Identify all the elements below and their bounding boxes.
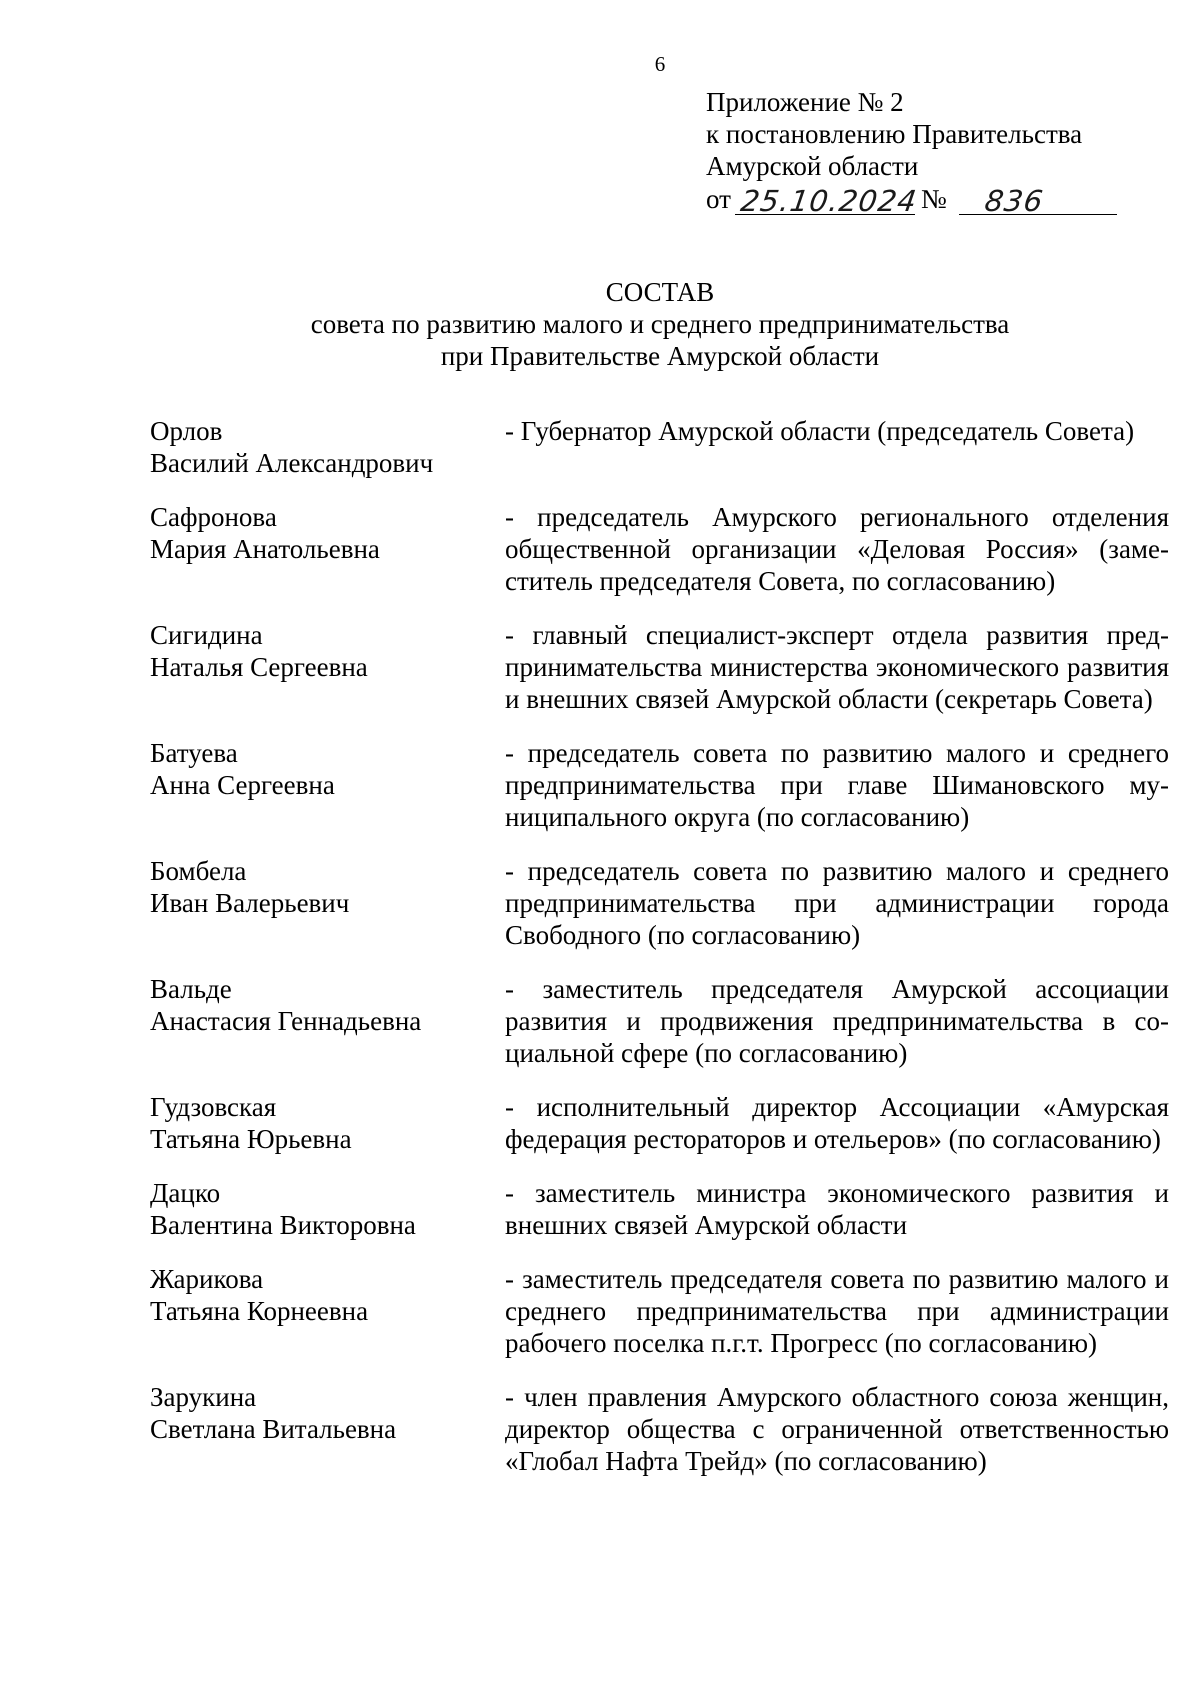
handwritten-date: 25.10.2024	[738, 184, 920, 218]
annex-resolution-ref: к постановлению Правительства	[706, 119, 1083, 149]
member-given-names: Светлана Витальевна	[150, 1414, 397, 1444]
member-given-names: Валентина Викторовна	[150, 1210, 416, 1240]
member-entry	[150, 1177, 1170, 1241]
annex-title: Приложение № 2	[706, 87, 904, 117]
member-surname: Вальде	[150, 974, 232, 1004]
member-name	[150, 1263, 505, 1359]
number-label: №	[920, 184, 947, 214]
member-role: - Губернатор Амурской области (председатель Совета)	[505, 416, 1135, 446]
member-name	[150, 973, 505, 1069]
member-surname: Сигидина	[150, 620, 263, 650]
member-entry	[150, 737, 1170, 833]
member-given-names: Анна Сергеевна	[150, 770, 335, 800]
member-entry	[150, 973, 1170, 1069]
member-name	[150, 619, 505, 715]
number-field	[959, 182, 1117, 218]
title-line-2: при Правительстве Амурской области	[440, 341, 880, 371]
member-given-names: Мария Анатольевна	[150, 534, 380, 564]
member-name	[150, 1381, 505, 1477]
member-role: - заместитель председателя совета по развитию малого и среднего предпринимательства при администрации рабочего поселка п.г.т. Прогресс (по согласованию)	[505, 1264, 1169, 1358]
title-line-1: совета по развитию малого и среднего предпринимательства	[310, 309, 1010, 339]
member-given-names: Анастасия Геннадьевна	[150, 1006, 422, 1036]
member-role: - председатель Амурского регионального отделения общественной организации «Деловая Россия» (заместитель председателя Совета, по согласованию)	[505, 502, 1169, 596]
date-field	[735, 182, 920, 218]
member-entry	[150, 855, 1170, 951]
title-heading: СОСТАВ	[605, 277, 715, 307]
member-name	[150, 1091, 505, 1155]
member-surname: Бомбела	[150, 856, 247, 886]
member-name	[150, 501, 505, 597]
member-given-names: Василий Александрович	[150, 448, 434, 478]
member-role: - главный специалист-эксперт отдела развития предпринимательства министерства экономического развития и внешних связей Амурской области (секретарь Совета)	[505, 620, 1169, 714]
member-entry	[150, 415, 1170, 479]
member-entry	[150, 619, 1170, 715]
member-surname: Орлов	[150, 416, 223, 446]
member-role: - заместитель министра экономического развития и внешних связей Амурской области	[505, 1178, 1169, 1240]
member-surname: Жарикова	[150, 1264, 264, 1294]
annex-block	[706, 86, 1126, 218]
annex-date-number-line	[706, 182, 1126, 218]
member-given-names: Татьяна Юрьевна	[150, 1124, 352, 1154]
member-surname: Зарукина	[150, 1382, 257, 1412]
date-prefix: от	[706, 184, 731, 214]
page-number: 6	[654, 52, 666, 76]
member-role: - председатель совета по развитию малого и среднего предпринимательства при администрации города Свободного (по согласованию)	[505, 856, 1169, 950]
member-surname: Батуева	[150, 738, 238, 768]
member-given-names: Татьяна Корнеевна	[150, 1296, 369, 1326]
member-role: - заместитель председателя Амурской ассоциации развития и продвижения предпринимательства в социальной сфере (по согласованию)	[505, 974, 1169, 1068]
member-entry	[150, 1091, 1170, 1155]
member-name	[150, 737, 505, 833]
member-role: - член правления Амурского областного союза женщин, директор общества с ограниченной ответственностью «Глобал Нафта Трейд» (по согласованию)	[505, 1382, 1169, 1476]
member-role: - исполнительный директор Ассоциации «Амурская федерация рестораторов и отельеров» (по согласованию)	[505, 1092, 1169, 1154]
member-role: - председатель совета по развитию малого и среднего предпринимательства при главе Шимановского муниципального округа (по согласованию)	[505, 738, 1169, 832]
member-surname: Дацко	[150, 1178, 221, 1208]
member-entry	[150, 1263, 1170, 1359]
member-surname: Гудзовская	[150, 1092, 277, 1122]
annex-region: Амурской области	[706, 151, 919, 181]
member-entry	[150, 501, 1170, 597]
members-list	[150, 415, 1170, 1499]
member-name	[150, 415, 505, 479]
handwritten-number: 836	[982, 184, 1046, 218]
member-given-names: Иван Валерьевич	[150, 888, 350, 918]
member-name	[150, 1177, 505, 1241]
member-entry	[150, 1381, 1170, 1477]
member-surname: Сафронова	[150, 502, 277, 532]
member-name	[150, 855, 505, 951]
member-given-names: Наталья Сергеевна	[150, 652, 368, 682]
document-title	[0, 276, 1200, 372]
